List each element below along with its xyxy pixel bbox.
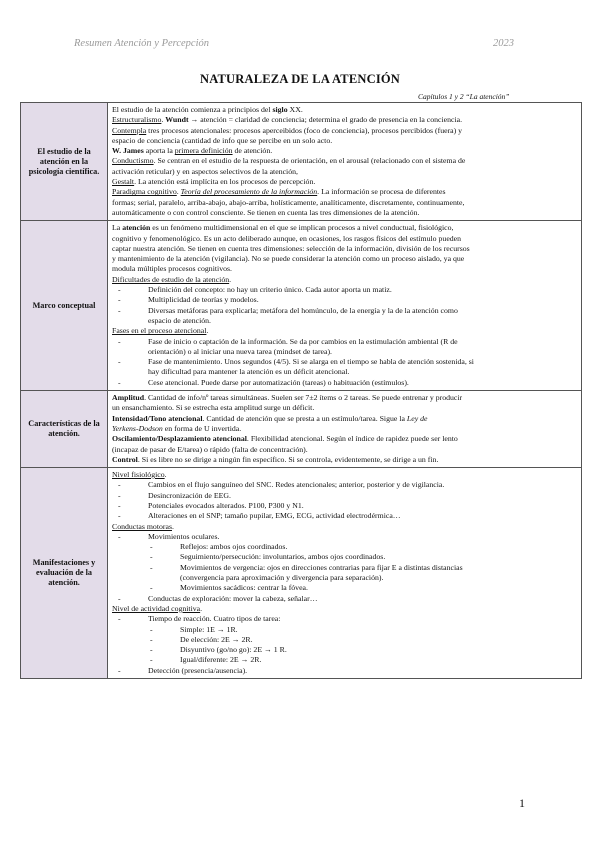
row-label: Características de la atención. (21, 391, 108, 468)
row-content: La atención es un fenómeno multidimensional en el que se implican procesos a nivel conductual, fisiológico, cognitivo y fenomenológico. Es un acto deliberado aunque, en ocasiones, los rasgos físicos del estímulo pueden captar nuestra atención. Se tienen en cuenta tres dimensiones: selección de la información, división de los recursos y mantenimiento de la atención (vigilancia). No se puede considerar la atención como un proceso aislado, ya que modula múltiples procesos cognitivos. Dificultades de estudio de la atención. - Definición del concepto: no hay un criterio único. Cada autor aporta un matiz. - Multiplicidad de teorías y modelos. - Diversas metáforas para explicarla; metáfora del homúnculo, de la energía y la de la atención como espacio de atención. Fases en el proceso atencional. - Fase de inicio o captación de la información. Se da por cambios en la estimulación ambiental (R de orientación) o al iniciar una nueva tarea (mindset de tarea). - Fase de mantenimiento. Unos segundos (4/5). Si se alarga en el tiempo se habla de atención sostenida, si hay dificultad para mantener la atención es un déficit atencional. - Cese atencional. Puede darse por automatización (tareas) o habituación (estímulos). (108, 221, 582, 391)
section-heading: Dificultades de estudio de la atención (112, 274, 230, 284)
list-item: - Tiempo de reacción. Cuatro tipos de tarea: (118, 614, 281, 624)
row-label: El estudio de la atención en la psicología científica. (21, 103, 108, 221)
row-content: Nivel fisiológico. - Cambios en el flujo sanguíneo del SNC. Redes atencionales; anterior, posterior y de vigilancia. - Desincronización de EEG. - Potenciales evocados alterados. P100, P300 y N1. - Alteraciones en el SNP; tamaño pupilar, EMG, ECG, actividad electrodérmica… Conductas motoras. - Movimientos oculares. - Reflejos: ambos ojos coordinados. - Seguimiento/persecución: involuntarios, ambos ojos coordinados. - Movimientos de vergencia: ojos en direcciones contrarias para fijar E a distintas distancias (convergencia para aproximación y divergencia para separación). - Movimientos sacádicos: centrar la fóvea. - Conductas de exploración: mover la cabeza, señalar… Nivel de actividad cognitiva. - Tiempo de reacción. Cuatro tipos de tarea: - Simple: 1E → 1R. - De elección: 2E → 2R. - Disyuntivo (go/no go): 2E → 1 R. - Igual/diferente: 2E → 2R. - Detección (presencia/ausencia). (108, 468, 582, 679)
list-item: - Conductas de exploración: mover la cabeza, señalar… (118, 593, 318, 603)
list-item: - Seguimiento/persecución: involuntarios, ambos ojos coordinados. (150, 552, 386, 562)
table-row (21, 221, 582, 391)
list-item: - Cambios en el flujo sanguíneo del SNC. Redes atencionales; anterior, posterior y de vigilancia. (118, 480, 445, 490)
section-heading: Nivel fisiológico (112, 470, 165, 480)
section-heading: Nivel de actividad cognitiva (112, 603, 201, 613)
table-row (21, 103, 582, 221)
row-content: El estudio de la atención comienza a principios del siglo XX. Estructuralismo. Wundt → atención = claridad de conciencia; determina el grado de presencia en la conciencia. Contempla tres procesos atencionales: procesos aperceibidos (foco de conciencia), procesos percibidos (fuera) y espacio de conciencia (cantidad de info que se percibe en un solo acto. W. James aporta la primera definición de atención. Conductismo. Se centran en el estudio de la respuesta de orientación, en el arousal (relacionado con el sistema de activación reticular) y en aspectos selectivos de la atención, Gestalt. La atención está implícita en los procesos de percepción. Paradigma cognitivo. Teoría del procesamiento de la información. La información se procesa de diferentes formas; serial, paralelo, arriba-abajo, abajo-arriba, holísticamente, analíticamente, discretamente, continuamente, automáticamente o con control consciente. Se tienen en cuenta las tres dimensiones de la atención. (108, 103, 582, 221)
list-item: - Detección (presencia/ausencia). (118, 665, 248, 675)
list-item: - Igual/diferente: 2E → 2R. (150, 655, 262, 665)
section-heading: Fases en el proceso atencional (112, 326, 207, 336)
list-item: - Potenciales evocados alterados. P100, P300 y N1. (118, 500, 304, 510)
header-title: Resumen Atención y Percepción (74, 38, 209, 49)
list-item: - Alteraciones en el SNP; tamaño pupilar, EMG, ECG, actividad electrodérmica… (118, 511, 401, 521)
summary-table (20, 102, 582, 679)
list-item: - Fase de inicio o captación de la información. Se da por cambios en la estimulación ambiental (R de (118, 336, 458, 346)
list-item: - Definición del concepto: no hay un criterio único. Cada autor aporta un matiz. (118, 285, 392, 295)
list-item: - Fase de mantenimiento. Unos segundos (4/5). Si se alarga en el tiempo se habla de atención sostenida, si (118, 357, 474, 367)
table-row (21, 468, 582, 679)
list-item: - Simple: 1E → 1R. (150, 624, 238, 634)
list-item: - Reflejos: ambos ojos coordinados. (150, 542, 288, 552)
section-heading: Conductas motoras (112, 521, 172, 531)
list-item: - Movimientos de vergencia: ojos en direcciones contrarias para fijar E a distintas distancias (150, 562, 463, 572)
row-label: Marco conceptual (21, 221, 108, 391)
list-item: - Desincronización de EEG. (118, 490, 231, 500)
page-subtitle: Capítulos 1 y 2 “La atención” (418, 92, 510, 101)
list-item: - Multiplicidad de teorías y modelos. (118, 295, 259, 305)
list-item: - Movimientos oculares. (118, 531, 220, 541)
list-item: - Diversas metáforas para explicarla; metáfora del homúnculo, de la energía y la de la atención como (118, 305, 458, 315)
list-item: - Movimientos sacádicos: centrar la fóvea. (150, 583, 308, 593)
table-row (21, 391, 582, 468)
page-number: 1 (519, 796, 525, 810)
header-year: 2023 (493, 38, 514, 49)
list-item: - De elección: 2E → 2R. (150, 634, 253, 644)
row-label: Manifestaciones y evaluación de la atención. (21, 468, 108, 679)
list-item: - Disyuntivo (go/no go): 2E → 1 R. (150, 645, 287, 655)
list-item: - Cese atencional. Puede darse por automatización (tareas) o habituación (estímulos). (118, 377, 409, 387)
page-title: NATURALEZA DE LA ATENCIÓN (199, 72, 401, 86)
row-content: Amplitud. Cantidad de info/nº tareas simultáneas. Suelen ser 7±2 ítems o 2 tareas. Se puede entrenar y producir un ensanchamiento. Si se estrecha esta amplitud surge un déficit. Intensidad/Tono atencional. Cantidad de atención que se presta a un estímulo/tarea. Sigue la Ley de Yerkens-Dodson en forma de U invertida. Oscilamiento/Desplazamiento atencional. Flexibilidad atencional. Según el índice de rapidez puede ser lento (incapaz de pasar de E/tarea) o rápido (falta de concentración). Control. Si es libre no se dirige a ningún fin específico. Si se controla, evidentemente, se dirige a un fin. (108, 391, 582, 468)
